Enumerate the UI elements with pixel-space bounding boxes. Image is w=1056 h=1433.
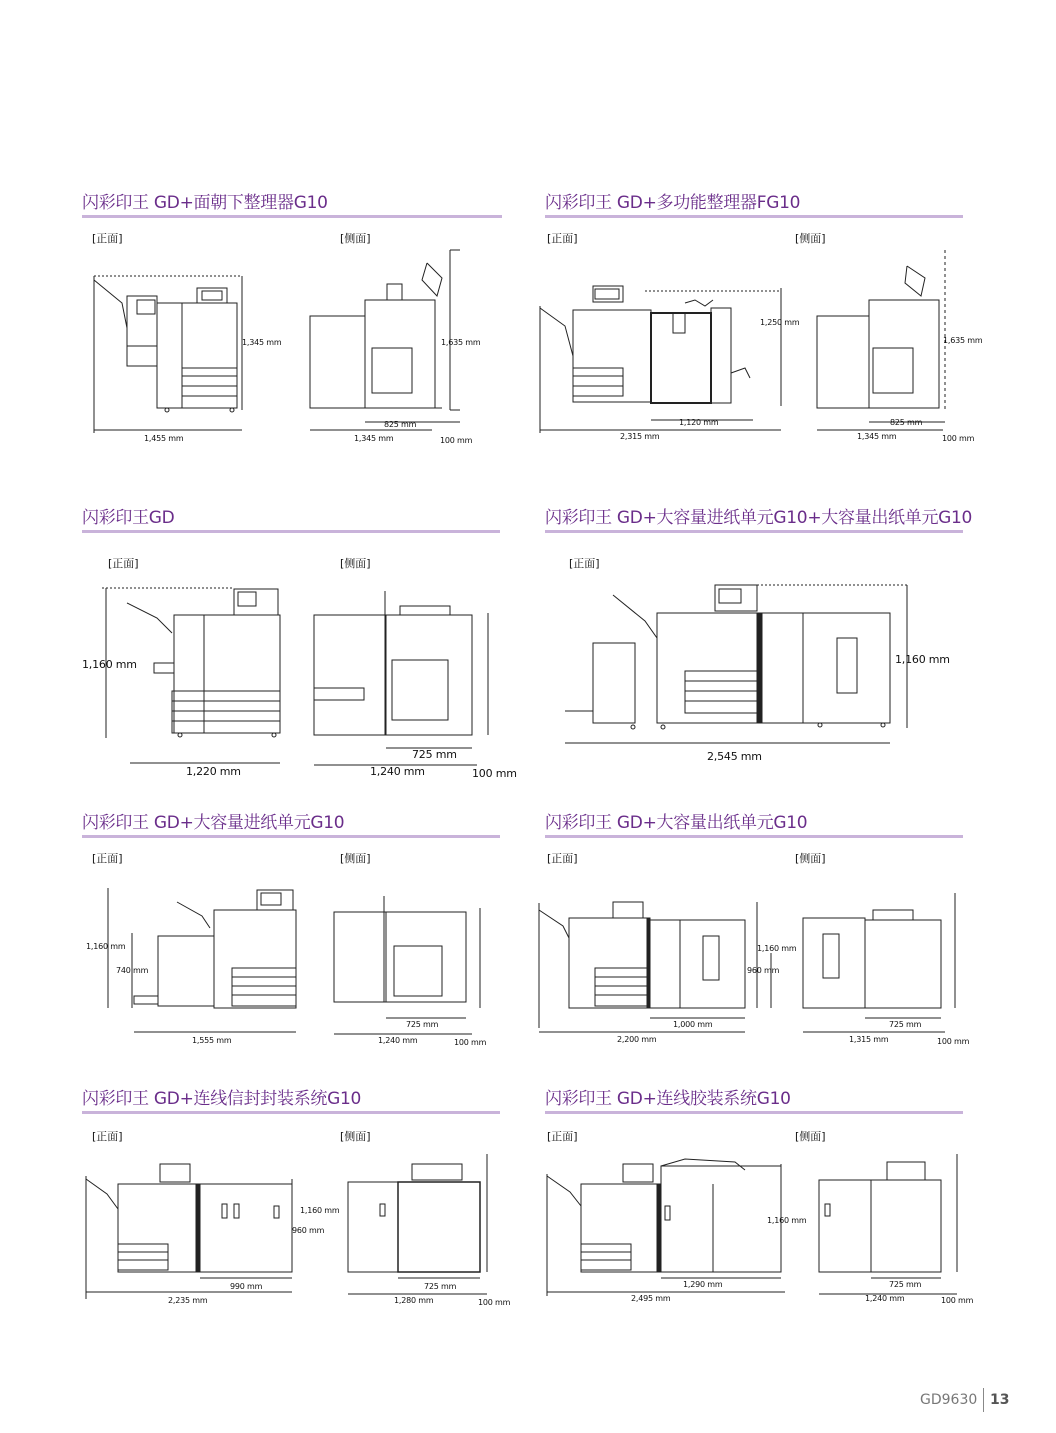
section-title: 闪彩印王 GD+连线信封封装系统G10	[82, 1089, 362, 1109]
clearance-dimension: 100 mm	[454, 1038, 487, 1047]
width-dimension: 1,220 mm	[186, 765, 241, 778]
clearance-dimension: 100 mm	[472, 767, 517, 780]
front-view-label: [正面]	[92, 852, 123, 865]
hcs-height-dimension: 960 mm	[747, 966, 780, 975]
section-title: 闪彩印王 GD+连线胶装系统G10	[545, 1089, 791, 1109]
section-hcf	[82, 808, 502, 1108]
side-total-dimension: 1,240 mm	[370, 765, 425, 778]
clearance-dimension: 100 mm	[440, 436, 473, 445]
section-gd-base	[82, 503, 517, 803]
section-multifunction-finisher	[545, 188, 983, 488]
height-dimension: 1,160 mm	[300, 1206, 340, 1215]
side-depth-dimension: 725 mm	[424, 1282, 457, 1291]
side-total-dimension: 1,240 mm	[378, 1036, 418, 1045]
side-total-dimension: 1,240 mm	[865, 1294, 905, 1303]
side-view-label: [侧面]	[795, 852, 826, 865]
side-view-label: [侧面]	[795, 232, 826, 245]
dimension-drawing	[545, 808, 965, 1068]
section-hcf-hcs	[545, 503, 973, 803]
binder-width-dimension: 1,290 mm	[683, 1280, 723, 1289]
dimension-drawing	[82, 188, 502, 458]
width-dimension: 1,455 mm	[144, 434, 184, 443]
envelope-height-dimension: 960 mm	[292, 1226, 325, 1235]
section-face-down-finisher	[82, 188, 502, 488]
side-total-dimension: 1,280 mm	[394, 1296, 434, 1305]
finisher-height-dimension: 1,250 mm	[760, 318, 800, 327]
front-view-label: [正面]	[108, 557, 139, 570]
front-view-label: [正面]	[569, 557, 600, 570]
side-total-dimension: 1,345 mm	[354, 434, 394, 443]
section-title: 闪彩印王GD	[82, 508, 175, 528]
section-title: 闪彩印王 GD+大容量进纸单元G10	[82, 813, 345, 833]
width-dimension: 2,200 mm	[617, 1035, 657, 1044]
height-dimension: 1,160 mm	[757, 944, 797, 953]
front-view-label: [正面]	[92, 232, 123, 245]
clearance-dimension: 100 mm	[942, 434, 975, 443]
page-number: 13	[990, 1392, 1010, 1408]
section-title: 闪彩印王 GD+多功能整理器FG10	[545, 193, 801, 213]
front-view-label: [正面]	[547, 1130, 578, 1143]
envelope-width-dimension: 990 mm	[230, 1282, 263, 1291]
side-view-label: [侧面]	[340, 232, 371, 245]
section-title: 闪彩印王 GD+大容量进纸单元G10+大容量出纸单元G10	[545, 508, 973, 528]
footer-separator	[983, 1388, 984, 1412]
clearance-dimension: 100 mm	[478, 1298, 511, 1307]
width-dimension: 2,315 mm	[620, 432, 660, 441]
side-depth-dimension: 725 mm	[412, 748, 457, 761]
height-dimension: 1,160 mm	[86, 942, 126, 951]
width-dimension: 2,545 mm	[707, 750, 762, 763]
side-depth-dimension: 825 mm	[890, 418, 923, 427]
side-total-dimension: 1,345 mm	[857, 432, 897, 441]
side-height-dimension: 1,635 mm	[441, 338, 481, 347]
side-view-label: [侧面]	[340, 852, 371, 865]
side-total-dimension: 1,315 mm	[849, 1035, 889, 1044]
side-view-label: [侧面]	[340, 1130, 371, 1143]
side-view-label: [侧面]	[340, 557, 371, 570]
section-hcs	[545, 808, 970, 1108]
front-view-label: [正面]	[547, 232, 578, 245]
section-envelope-system	[82, 1084, 511, 1384]
side-depth-dimension: 825 mm	[384, 420, 417, 429]
width-dimension: 2,235 mm	[168, 1296, 208, 1305]
section-binding-system	[545, 1084, 974, 1384]
height-dimension: 1,160 mm	[82, 658, 137, 671]
finisher-width-dimension: 1,120 mm	[679, 418, 719, 427]
side-view-label: [侧面]	[795, 1130, 826, 1143]
side-depth-dimension: 725 mm	[406, 1020, 439, 1029]
footer-model-name: GD9630	[920, 1392, 978, 1408]
side-depth-dimension: 725 mm	[889, 1280, 922, 1289]
hcf-height-dimension: 740 mm	[116, 966, 149, 975]
width-dimension: 2,495 mm	[631, 1294, 671, 1303]
clearance-dimension: 100 mm	[937, 1037, 970, 1046]
height-dimension: 1,160 mm	[895, 653, 950, 666]
height-dimension: 1,160 mm	[767, 1216, 807, 1225]
dimension-drawing	[82, 808, 502, 1068]
side-depth-dimension: 725 mm	[889, 1020, 922, 1029]
section-title: 闪彩印王 GD+大容量出纸单元G10	[545, 813, 808, 833]
front-view-label: [正面]	[547, 852, 578, 865]
width-dimension: 1,555 mm	[192, 1036, 232, 1045]
front-view-label: [正面]	[92, 1130, 123, 1143]
section-title: 闪彩印王 GD+面朝下整理器G10	[82, 193, 328, 213]
height-dimension: 1,345 mm	[242, 338, 282, 347]
hcs-width-dimension: 1,000 mm	[673, 1020, 713, 1029]
side-height-dimension: 1,635 mm	[943, 336, 983, 345]
clearance-dimension: 100 mm	[941, 1296, 974, 1305]
